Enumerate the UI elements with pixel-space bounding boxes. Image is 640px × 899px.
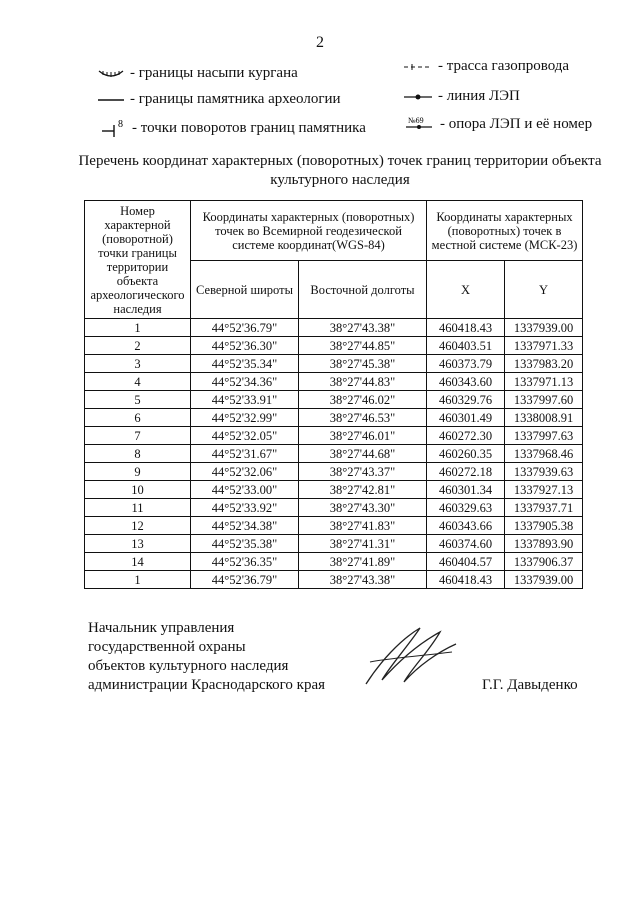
cell-point-number: 13 [85, 535, 191, 553]
cell-latitude: 44°52'36.30" [191, 337, 299, 355]
cell-point-number: 8 [85, 445, 191, 463]
cell-y: 1337937.71 [505, 499, 583, 517]
cell-point-number: 7 [85, 427, 191, 445]
table-row [85, 481, 583, 499]
header-y: Y [505, 261, 583, 319]
legend-mound [98, 65, 298, 82]
header-longitude: Восточной долготы [299, 261, 427, 319]
table-row [85, 445, 583, 463]
legend-pole-label: - опора ЛЭП и её номер [440, 115, 593, 132]
cell-y: 1337971.13 [505, 373, 583, 391]
signature-line-4: администрации Краснодарского края [88, 677, 326, 693]
table-row [85, 409, 583, 427]
cell-y: 1338008.91 [505, 409, 583, 427]
cell-x: 460418.43 [427, 571, 505, 589]
cell-point-number: 6 [85, 409, 191, 427]
cell-x: 460404.57 [427, 553, 505, 571]
cell-y: 1337997.60 [505, 391, 583, 409]
cell-longitude: 38°27'46.53" [299, 409, 427, 427]
signature-line-1: Начальник управления [88, 620, 235, 636]
signatory-name: Г.Г. Давыденко [482, 677, 578, 693]
document-title: Перечень координат характерных (поворотных) точек границ территории объекта культурного наследия [78, 153, 602, 188]
cell-point-number: 10 [85, 481, 191, 499]
cell-x: 460260.35 [427, 445, 505, 463]
cell-longitude: 38°27'46.01" [299, 427, 427, 445]
legend-monument-label: - границы памятника археологии [130, 91, 341, 107]
handwritten-signature [360, 622, 460, 692]
legend-points-label: - точки поворотов границ памятника [132, 119, 366, 136]
cell-latitude: 44°52'32.05" [191, 427, 299, 445]
cell-y: 1337971.33 [505, 337, 583, 355]
pole-number: №69 [408, 116, 424, 125]
table-row [85, 517, 583, 535]
cell-x: 460272.18 [427, 463, 505, 481]
cell-latitude: 44°52'35.38" [191, 535, 299, 553]
header-latitude: Северной широты [191, 261, 299, 319]
cell-longitude: 38°27'44.85" [299, 337, 427, 355]
page-number: 2 [316, 34, 324, 51]
legend-points [98, 117, 366, 139]
cell-latitude: 44°52'36.79" [191, 571, 299, 589]
cell-longitude: 38°27'42.81" [299, 481, 427, 499]
cell-latitude: 44°52'33.91" [191, 391, 299, 409]
cell-longitude: 38°27'43.37" [299, 463, 427, 481]
cell-latitude: 44°52'35.34" [191, 355, 299, 373]
cell-point-number: 11 [85, 499, 191, 517]
cell-x: 460272.30 [427, 427, 505, 445]
cell-x: 460329.76 [427, 391, 505, 409]
cell-longitude: 38°27'46.02" [299, 391, 427, 409]
cell-x: 460301.34 [427, 481, 505, 499]
cell-x: 460373.79 [427, 355, 505, 373]
cell-y: 1337997.63 [505, 427, 583, 445]
cell-x: 460301.49 [427, 409, 505, 427]
header-point-number: Номер характерной (поворотной) точки границы территории объекта археологического наследия [85, 201, 191, 319]
gas-pipeline-symbol [404, 63, 432, 71]
table-row [85, 427, 583, 445]
cell-x: 460343.60 [427, 373, 505, 391]
cell-latitude: 44°52'34.36" [191, 373, 299, 391]
legend-gas-label: - трасса газопровода [438, 58, 570, 74]
cell-point-number: 5 [85, 391, 191, 409]
cell-x: 460329.63 [427, 499, 505, 517]
mound-boundary-symbol [98, 69, 124, 79]
cell-y: 1337893.90 [505, 535, 583, 553]
cell-longitude: 38°27'44.83" [299, 373, 427, 391]
turning-point-symbol [98, 117, 126, 139]
cell-point-number: 12 [85, 517, 191, 535]
cell-latitude: 44°52'31.67" [191, 445, 299, 463]
header-x: X [427, 261, 505, 319]
cell-latitude: 44°52'32.06" [191, 463, 299, 481]
table-row [85, 571, 583, 589]
cell-longitude: 38°27'43.38" [299, 571, 427, 589]
cell-point-number: 2 [85, 337, 191, 355]
header-wgs84: Координаты характерных (поворотных) точек во Всемирной геодезической системе координат(WGS-84) [191, 201, 427, 261]
header-msk23: Координаты характерных (поворотных) точек в местной системе (МСК-23) [427, 201, 583, 261]
cell-latitude: 44°52'32.99" [191, 409, 299, 427]
cell-y: 1337968.46 [505, 445, 583, 463]
cell-y: 1337939.63 [505, 463, 583, 481]
cell-point-number: 1 [85, 571, 191, 589]
legend-power-line-label: - линия ЛЭП [438, 88, 520, 104]
table-row [85, 337, 583, 355]
cell-latitude: 44°52'36.35" [191, 553, 299, 571]
turning-point-number: 8 [118, 119, 123, 130]
cell-longitude: 38°27'43.30" [299, 499, 427, 517]
cell-longitude: 38°27'45.38" [299, 355, 427, 373]
cell-x: 460403.51 [427, 337, 505, 355]
cell-point-number: 1 [85, 319, 191, 337]
cell-longitude: 38°27'41.89" [299, 553, 427, 571]
cell-y: 1337939.00 [505, 319, 583, 337]
cell-latitude: 44°52'34.38" [191, 517, 299, 535]
legend-pole [404, 115, 592, 133]
cell-longitude: 38°27'43.38" [299, 319, 427, 337]
cell-longitude: 38°27'44.68" [299, 445, 427, 463]
legend-gas [404, 58, 569, 75]
cell-point-number: 4 [85, 373, 191, 391]
cell-point-number: 14 [85, 553, 191, 571]
cell-latitude: 44°52'33.00" [191, 481, 299, 499]
signature-line-3: объектов культурного наследия [88, 658, 289, 674]
table-row [85, 391, 583, 409]
cell-x: 460374.60 [427, 535, 505, 553]
table-row [85, 463, 583, 481]
coordinates-table [84, 200, 583, 589]
power-line-symbol [404, 93, 432, 101]
monument-boundary-symbol [98, 97, 124, 103]
table-row [85, 553, 583, 571]
signature-line-2: государственной охраны [88, 639, 246, 655]
cell-y: 1337983.20 [505, 355, 583, 373]
table-row [85, 355, 583, 373]
cell-y: 1337906.37 [505, 553, 583, 571]
pole-symbol [404, 115, 434, 133]
cell-x: 460418.43 [427, 319, 505, 337]
signature-position [88, 619, 325, 695]
cell-longitude: 38°27'41.31" [299, 535, 427, 553]
table-row [85, 319, 583, 337]
legend-power-line [404, 88, 520, 105]
table-row [85, 535, 583, 553]
cell-point-number: 9 [85, 463, 191, 481]
table-row [85, 499, 583, 517]
cell-latitude: 44°52'36.79" [191, 319, 299, 337]
legend-monument [98, 91, 341, 108]
cell-y: 1337939.00 [505, 571, 583, 589]
cell-latitude: 44°52'33.92" [191, 499, 299, 517]
table-row [85, 373, 583, 391]
cell-y: 1337905.38 [505, 517, 583, 535]
cell-point-number: 3 [85, 355, 191, 373]
legend-mound-label: - границы насыпи кургана [130, 65, 298, 81]
cell-y: 1337927.13 [505, 481, 583, 499]
cell-x: 460343.66 [427, 517, 505, 535]
cell-longitude: 38°27'41.83" [299, 517, 427, 535]
